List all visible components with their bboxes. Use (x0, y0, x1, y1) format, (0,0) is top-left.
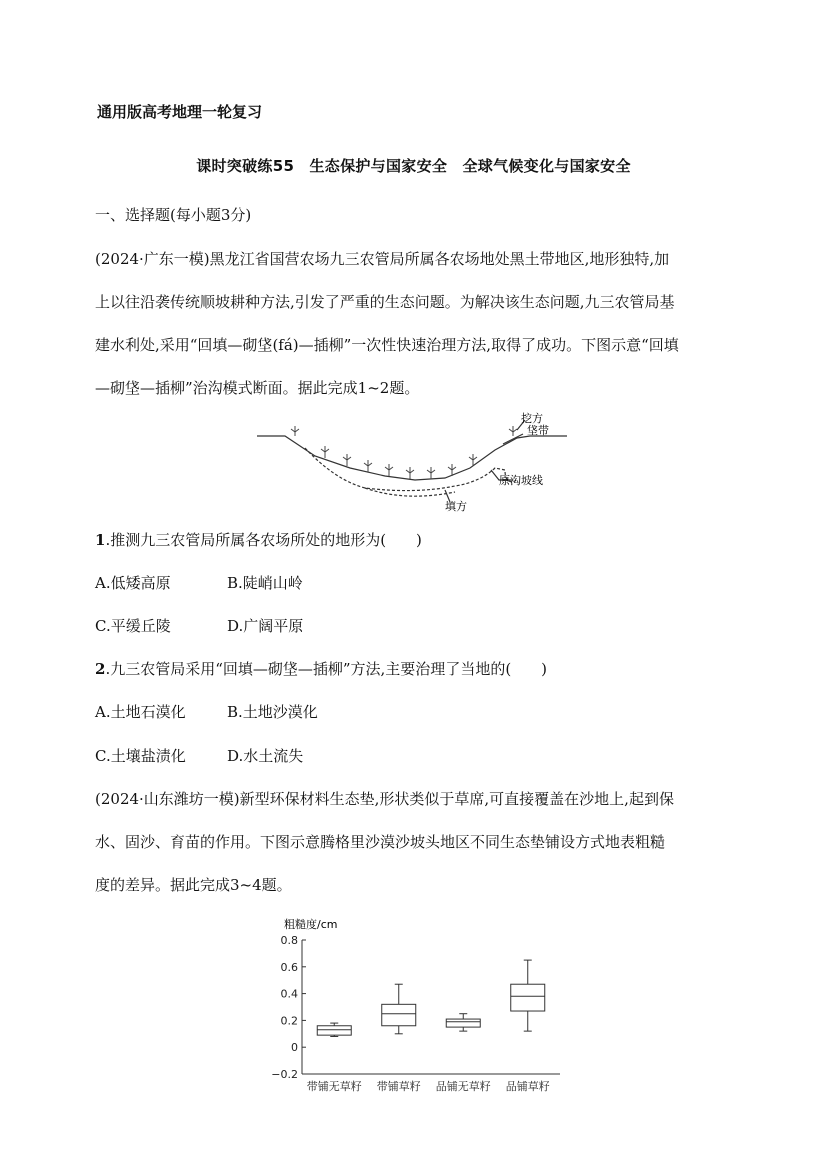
passage1-line-1: (2024·广东一模)黑龙江省国营农场九三农管局所属各农场地处黑土带地区,地形独特,加 (95, 250, 670, 268)
label-strip: 垡带 (527, 424, 549, 437)
passage2-line-3: 度的差异。据此完成3~4题。 (95, 876, 292, 894)
exercise-title: 课时突破练55 生态保护与国家安全 全球气候变化与国家安全 (196, 157, 631, 175)
chart-ylabel: 粗糙度/cm (284, 918, 338, 931)
question-2 (95, 659, 547, 679)
passage1-line-4: —砌垡—插柳”治沟模式断面。据此完成1~2题。 (95, 379, 420, 397)
label-dig: 挖方 (521, 412, 543, 425)
x-category-label: 品铺无草籽 (435, 1080, 491, 1093)
question-2-stem: .九三农管局采用“回填—砌垡—插柳”方法,主要治理了当地的( ) (105, 660, 548, 678)
y-tick-label: 0.2 (280, 1014, 298, 1028)
q2-option-b[interactable]: B.土地沙漠化 (227, 703, 318, 721)
box-4 (511, 960, 545, 1031)
q2-option-d[interactable]: D.水土流失 (227, 747, 304, 765)
question-1 (95, 530, 422, 550)
question-1-number: 1 (95, 531, 106, 549)
passage1-line-3: 建水利处,采用“回填—砌垡(fá)—插柳”一次性快速治理方法,取得了成功。下图示意“回填 (95, 336, 679, 354)
y-tick-label: 0 (291, 1041, 298, 1055)
question-1-stem: .推测九三农管局所属各农场所处的地形为( ) (105, 531, 422, 549)
y-tick-label: 0.8 (280, 934, 298, 947)
passage1-line-2: 上以往沿袭传统顺坡耕种方法,引发了严重的生态问题。为解决该生态问题,九三农管局基 (95, 293, 675, 311)
box-iqr (511, 984, 545, 1011)
q1-option-c[interactable]: C.平缓丘陵 (95, 617, 171, 635)
passage2-line-1: (2024·山东潍坊一模)新型环保材料生态垫,形状类似于草席,可直接覆盖在沙地上,起到保 (95, 790, 674, 808)
label-fill: 填方 (445, 500, 467, 513)
q2-option-c[interactable]: C.土壤盐渍化 (95, 747, 186, 765)
box-iqr (382, 1004, 416, 1025)
box-1 (317, 1023, 351, 1036)
question-2-number: 2 (95, 660, 106, 678)
document-header: 通用版高考地理一轮复习 (97, 103, 263, 121)
section-heading: 一、选择题(每小题3分) (95, 206, 252, 224)
y-tick-label: −0.2 (271, 1068, 298, 1081)
q1-option-a[interactable]: A.低矮高原 (95, 574, 171, 592)
y-tick-label: 0.4 (280, 987, 298, 1001)
q1-option-d[interactable]: D.广阔平原 (227, 617, 304, 635)
box-iqr (317, 1026, 351, 1035)
label-original-slope: 原沟坡线 (499, 474, 543, 487)
y-tick-label: 0.6 (280, 960, 298, 974)
x-category-label: 带铺草籽 (376, 1080, 421, 1093)
gully-cross-section-diagram (255, 410, 575, 515)
q1-option-b[interactable]: B.陡峭山岭 (227, 574, 303, 592)
q2-option-a[interactable]: A.土地石漠化 (95, 703, 186, 721)
box-3 (446, 1014, 480, 1031)
box-iqr (446, 1019, 480, 1027)
x-category-label: 带铺无草籽 (306, 1080, 362, 1093)
box-2 (382, 984, 416, 1034)
x-category-label: 品铺草籽 (505, 1080, 550, 1093)
passage2-line-2: 水、固沙、育苗的作用。下图示意腾格里沙漠沙坡头地区不同生态垫铺设方式地表粗糙 (95, 833, 666, 851)
roughness-boxplot-chart (270, 912, 570, 1097)
